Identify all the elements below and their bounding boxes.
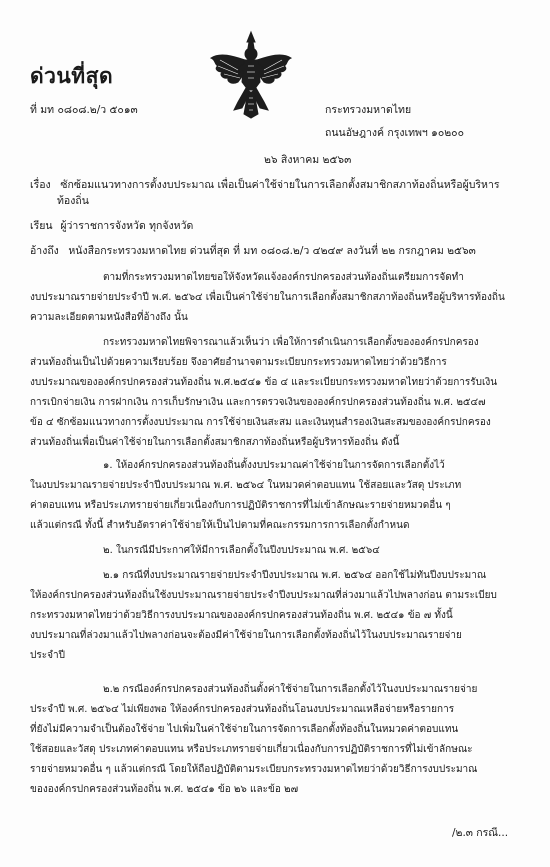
body-line: การเบิกจ่ายเงิน การฝากเงิน การเก็บรักษาเงิน และการตรวจเงินขององค์กรปกครองส่วนท้องถิ่น พ.ศ. ๒๕๔๗: [30, 397, 486, 408]
body-line: แล้วแต่กรณี ทั้งนี้ สำหรับอัตราค่าใช้จ่ายให้เป็นไปตามที่คณะกรรมการการเลือกตั้งกำหนด: [30, 520, 410, 531]
body-line: ใช้สอยและวัสดุ ประเภทค่าตอบแทน หรือประเภทรายจ่ายเกี่ยวเนื่องกับการปฏิบัติราชการที่ไม่เข้าลักษณะ: [30, 744, 473, 755]
reference-label: อ้างถึง: [30, 245, 59, 257]
body-line: รายจ่ายหมวดอื่น ๆ แล้วแต่กรณี โดยให้ถือปฏิบัติตามระเบียบกระทรวงมหาดไทยว่าด้วยวิธีการงบประมาณ: [30, 764, 478, 775]
issuing-ministry: กระทรวงมหาดไทย: [325, 104, 412, 116]
body-line: ๒.๑ กรณีที่งบประมาณรายจ่ายประจำปีงบประมาณ พ.ศ. ๒๕๖๔ ออกใช้ไม่ทันปีงบประมาณ: [103, 570, 487, 581]
body-line: ประจำปี พ.ศ. ๒๕๖๔ ไม่เพียงพอ ให้องค์กรปกครองส่วนท้องถิ่นโอนงบประมาณเหลือจ่ายหรือรายการ: [30, 704, 455, 715]
reference-row: [30, 242, 476, 259]
body-line: ที่ยังไม่มีความจำเป็นต้องใช้จ่าย ไปเพิ่มในค่าใช้จ่ายในการจัดการเลือกตั้งท้องถิ่นในหมวดค่าตอบแทน: [30, 724, 459, 735]
body-line: ขององค์กรปกครองส่วนท้องถิ่น พ.ศ. ๒๕๔๑ ข้อ ๒๖ และข้อ ๒๗: [30, 784, 299, 795]
subject-label: เรื่อง: [30, 179, 51, 191]
body-line: งบประมาณขององค์กรปกครองส่วนท้องถิ่น พ.ศ.๒๕๔๑ ข้อ ๔ และระเบียบกระทรวงมหาดไทยว่าด้วยการรับเงิน: [30, 377, 498, 388]
body-line: ให้องค์กรปกครองส่วนท้องถิ่นใช้งบประมาณรายจ่ายประจำปีงบประมาณที่ล่วงมาแล้วไปพลางก่อน ตามระเบียบ: [30, 590, 497, 601]
body-line: ความละเอียดตามหนังสือที่อ้างถึง นั้น: [30, 312, 188, 323]
body-line: ๒.๒ กรณีองค์กรปกครองส่วนท้องถิ่นตั้งค่าใช้จ่ายในการเลือกตั้งไว้ในงบประมาณรายจ่าย: [103, 684, 478, 695]
subject-text-line2: ท้องถิ่น: [57, 195, 89, 207]
body-line: กระทรวงมหาดไทยพิจารณาแล้วเห็นว่า เพื่อให้การดำเนินการเลือกตั้งขององค์กรปกครอง: [103, 337, 479, 348]
continuation-marker: /๒.๓ กรณี...: [452, 827, 509, 839]
body-line: ประจำปี: [30, 650, 65, 661]
salutation-text: ผู้ว่าราชการจังหวัด ทุกจังหวัด: [60, 220, 194, 232]
urgency-stamp: ด่วนที่สุด: [30, 64, 114, 88]
subject-row: [30, 176, 500, 193]
ministry-address: ถนนอัษฎางค์ กรุงเทพฯ ๑๐๒๐๐: [325, 127, 464, 139]
garuda-emblem-icon: [208, 30, 294, 120]
salutation-label: เรียน: [30, 220, 53, 232]
reference-text: หนังสือกระทรวงมหาดไทย ด่วนที่สุด ที่ มท ๐๘๐๘.๒/ว ๔๒๔๙ ลงวันที่ ๒๒ กรกฎาคม ๒๕๖๓: [68, 245, 476, 257]
body-line: ในงบประมาณรายจ่ายประจำปีงบประมาณ พ.ศ. ๒๕๖๔ ในหมวดค่าตอบแทน ใช้สอยและวัสดุ ประเภท: [30, 480, 462, 491]
document-number: ที่ มท ๐๘๐๘.๒/ว ๕๐๑๓: [30, 104, 138, 116]
body-line: งบประมาณที่ล่วงมาแล้วไปพลางก่อนจะต้องมีค่าใช้จ่ายในการเลือกตั้งท้องถิ่นไว้ในงบประมาณรายจ่าย: [30, 630, 462, 641]
body-line: ๒. ในกรณีมีประกาศให้มีการเลือกตั้งในปีงบประมาณ พ.ศ. ๒๕๖๔: [103, 545, 380, 556]
subject-text: ซักซ้อมแนวทางการตั้งงบประมาณ เพื่อเป็นค่าใช้จ่ายในการเลือกตั้งสมาชิกสภาท้องถิ่นหรือผู้บริหาร: [60, 179, 500, 191]
body-line: ตามที่กระทรวงมหาดไทยขอให้จังหวัดแจ้งองค์กรปกครองส่วนท้องถิ่นเตรียมการจัดทำ: [103, 272, 464, 283]
body-line: กระทรวงมหาดไทยว่าด้วยวิธีการงบประมาณขององค์กรปกครองส่วนท้องถิ่น พ.ศ. ๒๕๔๑ ข้อ ๗ ทั้งนี้: [30, 610, 453, 621]
body-line: งบประมาณรายจ่ายประจำปี พ.ศ. ๒๕๖๔ เพื่อเป็นค่าใช้จ่ายในการเลือกตั้งสมาชิกสภาท้องถิ่นหรือผู้บริหารท้องถิ่น: [30, 292, 505, 303]
body-line: ส่วนท้องถิ่นเป็นไปด้วยความเรียบร้อย จึงอาศัยอำนาจตามระเบียบกระทรวงมหาดไทยว่าด้วยวิธีการ: [30, 357, 447, 368]
body-line: ค่าตอบแทน หรือประเภทรายจ่ายเกี่ยวเนื่องกับการปฏิบัติราชการที่ไม่เข้าลักษณะรายจ่ายหมวดอื่น ๆ: [30, 500, 451, 511]
body-line: ๑. ให้องค์กรปกครองส่วนท้องถิ่นตั้งงบประมาณค่าใช้จ่ายในการจัดการเลือกตั้งไว้: [103, 460, 445, 471]
body-line: ส่วนท้องถิ่นเพื่อเป็นค่าใช้จ่ายในการเลือกตั้งสมาชิกสภาท้องถิ่นหรือผู้บริหารท้องถิ่น ดังนี้: [30, 437, 400, 448]
salutation-row: [30, 217, 193, 234]
document-date: ๒๖ สิงหาคม ๒๕๖๓: [264, 154, 352, 166]
body-line: ข้อ ๔ ซักซ้อมแนวทางการตั้งงบประมาณ การใช้จ่ายเงินสะสม และเงินทุนสำรองเงินสะสมขององค์กรปกครอง: [30, 417, 491, 428]
